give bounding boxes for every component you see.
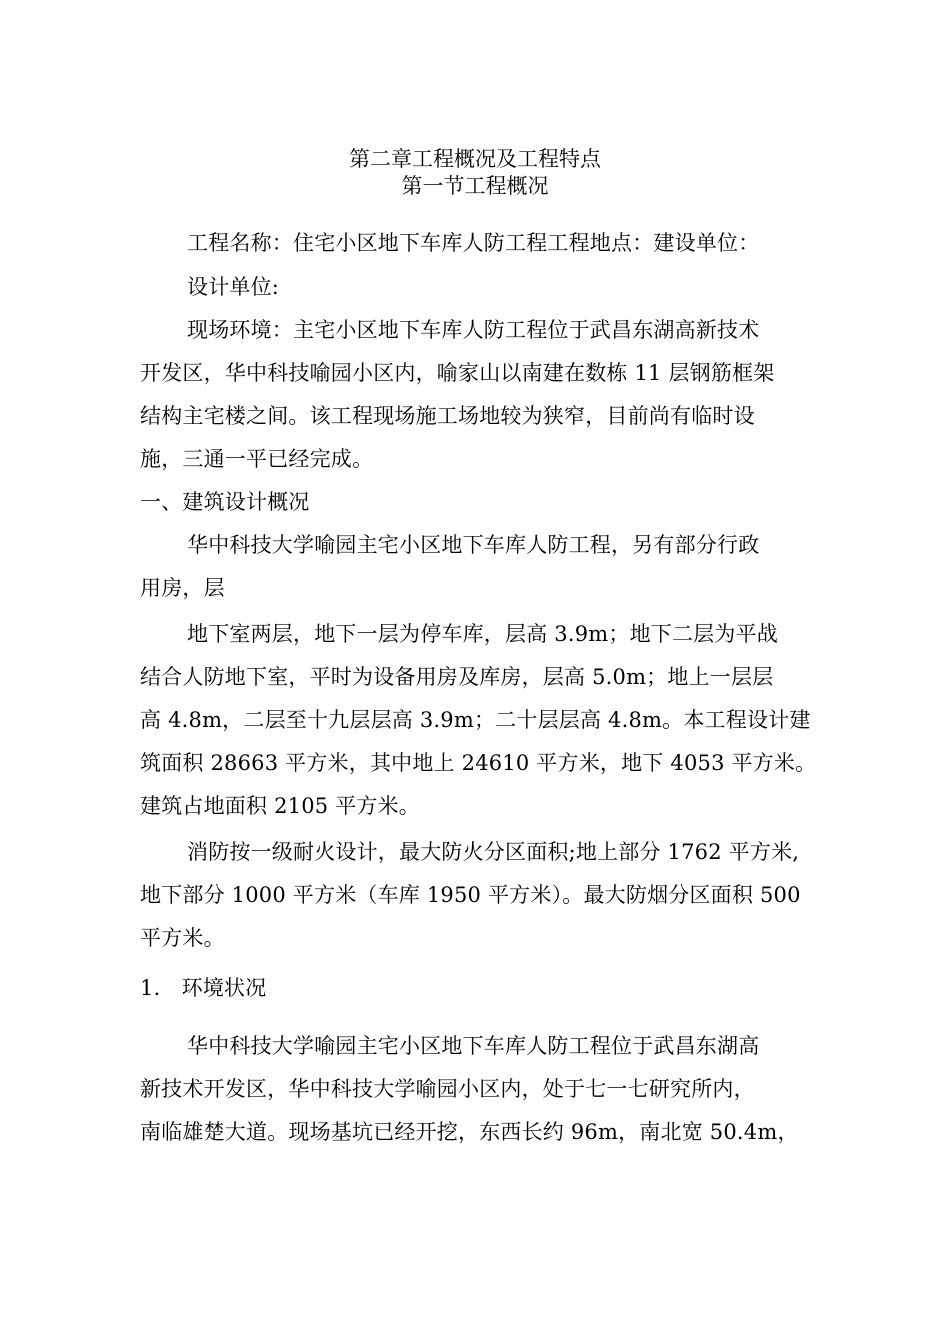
paragraph-line: 消防按一级耐火设计，最大防火分区面积;地上部分 1762 平方米, (187, 840, 800, 864)
project-info-line: 工程名称：住宅小区地下车库人防工程工程地点：建设单位： (187, 231, 760, 255)
paragraph-line: 华中科技大学喻园主宅小区地下车库人防工程位于武昌东湖高 (187, 1034, 760, 1058)
paragraph-line: 地下室两层，地下一层为停车库，层高 3.9m；地下二层为平战 (187, 622, 778, 646)
paragraph-line: 建筑占地面积 2105 平方米。 (140, 794, 420, 818)
paragraph-line: 开发区，华中科技喻园小区内，喻家山以南建在数栋 11 层钢筋框架 (140, 361, 775, 385)
paragraph-line: 高 4.8m，二层至十九层层高 3.9m；二十层层高 4.8m。本工程设计建 (140, 708, 811, 732)
design-unit-line: 设计单位: (187, 275, 280, 299)
paragraph-line: 结合人防地下室，平时为设备用房及库房，层高 5.0m；地上一层层 (140, 665, 774, 689)
paragraph-line: 施，三通一平已经完成。 (140, 447, 374, 471)
numbered-heading: 1. 环境状况 (140, 976, 267, 1000)
paragraph-line: 新技术开发区，华中科技大学喻园小区内，处于七一七研究所内， (140, 1077, 755, 1101)
paragraph-line: 现场环境：主宅小区地下车库人防工程位于武昌东湖高新技术 (187, 318, 760, 342)
paragraph-line: 平方米。 (140, 926, 225, 950)
paragraph-line: 结构主宅楼之间。该工程现场施工场地较为狭窄，目前尚有临时设 (140, 404, 755, 428)
paragraph-line: 华中科技大学喻园主宅小区地下车库人防工程，另有部分行政 (187, 533, 760, 557)
paragraph-line: 用房，层 (140, 576, 225, 600)
section-title: 第一节工程概况 (401, 174, 549, 198)
paragraph-line: 南临雄楚大道。现场基坑已经开挖，东西长约 96m，南北宽 50.4m， (140, 1120, 799, 1144)
paragraph-line: 地下部分 1000 平方米（车库 1950 平方米）。最大防烟分区面积 500 (140, 883, 801, 907)
paragraph-line: 筑面积 28663 平方米，其中地上 24610 平方米，地下 4053 平方米。 (140, 751, 817, 775)
chapter-title: 第二章工程概况及工程特点 (349, 147, 601, 171)
section-heading: 一、建筑设计概况 (140, 490, 310, 514)
